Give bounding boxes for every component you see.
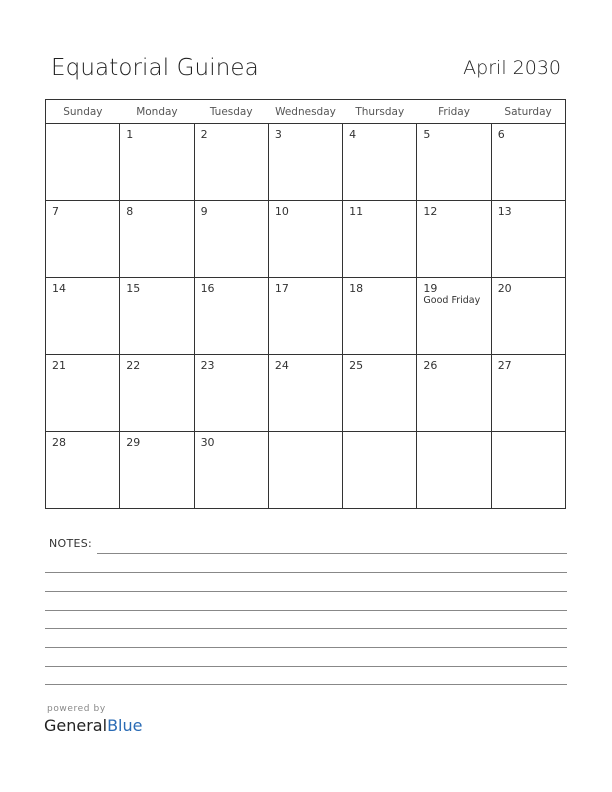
weekday-header: Saturday <box>491 100 565 124</box>
day-cell <box>194 432 268 509</box>
weekday-header: Thursday <box>343 100 417 124</box>
day-cell <box>343 355 417 432</box>
notes-line <box>45 610 567 611</box>
notes-line <box>45 684 567 685</box>
day-cell <box>46 355 120 432</box>
day-number: 30 <box>200 436 215 449</box>
day-cell <box>46 201 120 278</box>
day-number: 14 <box>52 282 66 295</box>
day-cell <box>120 201 194 278</box>
day-number: 6 <box>497 128 505 141</box>
logo-general: General <box>44 716 108 735</box>
day-cell <box>194 124 268 201</box>
week-row <box>46 355 566 432</box>
day-cell <box>417 432 491 509</box>
logo-blue: Blue <box>107 716 143 735</box>
day-number: 4 <box>349 128 357 141</box>
day-number: 17 <box>274 282 289 295</box>
day-number: 13 <box>497 205 512 218</box>
day-number: 18 <box>349 282 364 295</box>
notes-label: NOTES: <box>49 537 93 550</box>
day-number: 8 <box>126 205 134 218</box>
day-number: 24 <box>274 359 289 372</box>
calendar-grid <box>45 99 566 509</box>
day-cell <box>268 432 342 509</box>
powered-by-text: powered by <box>47 704 106 714</box>
day-cell <box>268 124 342 201</box>
weekday-header-row <box>46 100 566 124</box>
weekday-header: Friday <box>417 100 491 124</box>
day-cell <box>268 355 342 432</box>
day-number: 16 <box>200 282 215 295</box>
day-number: 21 <box>52 359 66 372</box>
day-number: 10 <box>274 205 289 218</box>
day-cell <box>46 432 120 509</box>
day-number: 28 <box>52 436 66 449</box>
day-number: 25 <box>349 359 364 372</box>
country-title: Equatorial Guinea <box>51 55 259 81</box>
weekday-header: Monday <box>120 100 194 124</box>
day-number: 27 <box>497 359 512 372</box>
notes-line <box>45 591 567 592</box>
calendar-body <box>46 124 566 509</box>
day-cell <box>417 278 491 355</box>
generalblue-logo <box>44 716 142 735</box>
day-cell <box>120 432 194 509</box>
day-cell <box>46 278 120 355</box>
day-number: 22 <box>126 359 141 372</box>
day-cell <box>491 124 565 201</box>
day-cell <box>343 201 417 278</box>
notes-line <box>97 553 567 554</box>
day-cell <box>120 355 194 432</box>
day-number: 20 <box>497 282 512 295</box>
day-cell <box>194 278 268 355</box>
day-cell <box>46 124 120 201</box>
day-cell <box>343 278 417 355</box>
notes-line <box>45 666 567 667</box>
day-cell <box>268 201 342 278</box>
day-number: 12 <box>423 205 438 218</box>
day-number: 3 <box>274 128 282 141</box>
day-cell <box>417 124 491 201</box>
holiday-label: Good Friday <box>423 295 481 306</box>
day-cell <box>194 201 268 278</box>
day-number: 5 <box>423 128 431 141</box>
week-row <box>46 124 566 201</box>
day-number: 7 <box>52 205 59 218</box>
day-number: 19 <box>423 282 438 295</box>
weekday-header: Sunday <box>46 100 120 124</box>
weekday-header: Wednesday <box>268 100 342 124</box>
day-cell <box>120 278 194 355</box>
month-title: April 2030 <box>463 57 561 79</box>
day-cell <box>120 124 194 201</box>
day-cell <box>268 278 342 355</box>
day-number: 26 <box>423 359 438 372</box>
day-cell <box>491 432 565 509</box>
day-cell <box>491 278 565 355</box>
day-cell <box>491 355 565 432</box>
notes-line <box>45 647 567 648</box>
day-number: 29 <box>126 436 141 449</box>
day-number: 1 <box>126 128 134 141</box>
day-number: 9 <box>200 205 208 218</box>
day-number: 15 <box>126 282 141 295</box>
day-cell <box>417 201 491 278</box>
week-row <box>46 278 566 355</box>
week-row <box>46 201 566 278</box>
day-number: 2 <box>200 128 208 141</box>
day-cell <box>417 355 491 432</box>
day-number: 23 <box>200 359 215 372</box>
notes-line <box>45 572 567 573</box>
week-row <box>46 432 566 509</box>
day-cell <box>491 201 565 278</box>
day-cell <box>343 124 417 201</box>
day-cell <box>194 355 268 432</box>
day-cell <box>343 432 417 509</box>
day-number: 11 <box>349 205 364 218</box>
notes-line <box>45 628 567 629</box>
weekday-header: Tuesday <box>194 100 268 124</box>
